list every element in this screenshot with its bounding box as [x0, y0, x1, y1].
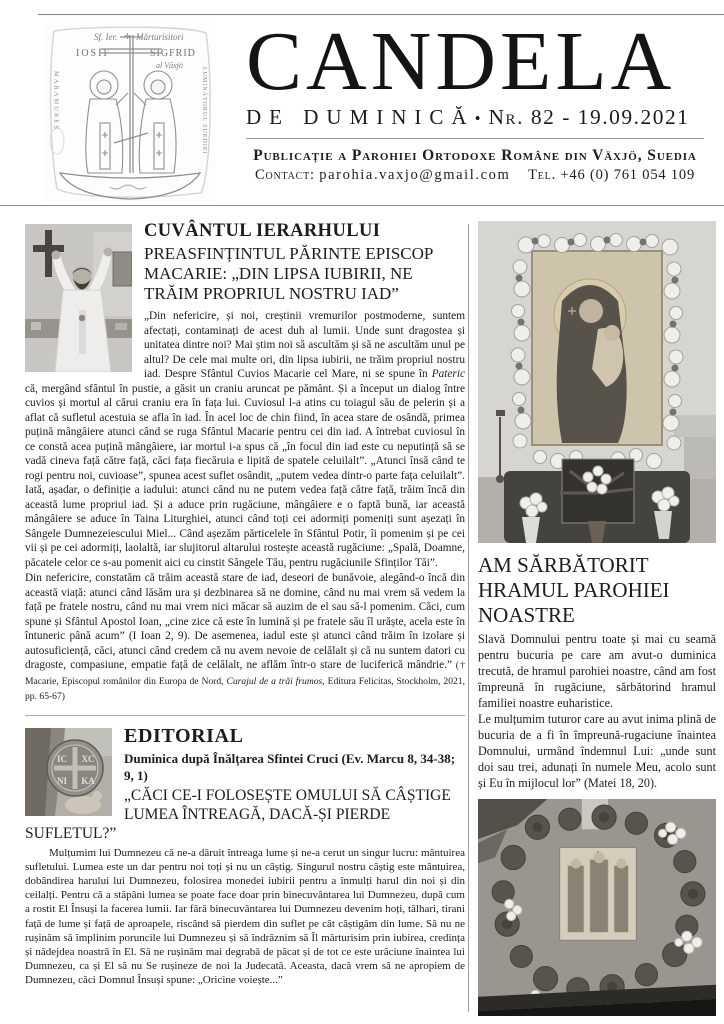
article1-citation-italic: Curajul de a trăi frumos: [226, 675, 323, 687]
hram-paragraph-1: Slavă Domnului pentru toate și mai cu seamă pentru bucuria pe care am avut-o duminica trecută, de hramul parohiei noastre, când am fost împreună în rugăciune, sărbătorind hramul familiei noastre euharistice.: [478, 632, 716, 710]
editorial-body: Mulțumim lui Dumnezeu că ne-a dăruit întreaga lume și ne-a cerut un singur lucru: mântuirea sufletului. Lumea este un dar pentru noi toți și nu un câștig. Singurul nostru câștig este mântuirea, dobândirea harului lui Dumnezeu, folosirea monedei iubirii pentru a înmulți harul din noi și din ceilalți. Pentru că a stăpâni lumea se poate face doar prin binecuvântarea lui Dumnezeu, după cum a rostit El Însuși la facerea lumii. Iar fără binecuvântarea lui Dumnezeu devenim hoți, tâlhari, tirani față de lume și față de aproapele, riscând să pierdem din suflet pe cât câștigăm din lume. Să nu ne rușinăm să împlinim poruncile lui Dumnezeu și să îndrăznim să Îl mărturisim prin iubirea, credința și nădejdea noastră în El. Să ne rușinăm mai degrabă de păcat și de tot ce este urâciune înaintea lui Dumnezeu, ca și El să nu Se rușineze de noi la Judecată. Aceasta, dacă vrem să ne apropiem de Dumnezeu, căci Domnul Însuși spune: „Oricine voiește...”: [25, 846, 465, 987]
logo-name-sigfrid: SIGFRID: [150, 48, 196, 59]
article1-p1-italic: Pateric: [431, 368, 465, 380]
article1-citation-a: († Macarie, Episcopul românilor din Europa de Nord,: [25, 660, 465, 687]
masthead-rule: [246, 138, 704, 139]
contact-line: [246, 167, 704, 184]
article1-p1-text-b: că, mergând sfântul în pustie, a găsit un craniu aruncat pe pământ. Și a început un dialog între cuvios și mortul al cărui craniu era în fața lui. Cuviosul l-a atins cu toiagul său de pelerin și a aflat că sufletul acestuia se afla în iad. În acel loc de chin fiind, în acea stare de osândă, primea puțină mângâiere atunci când se ruga Sfântul Macarie pentru cei din iad. A întrebat cuviosul în ce constă acea puțină mângâiere, iar mortul i-a spus că „în focul din iad este cu neputință să se vadă cineva față către față, căci fața fiecăruia e lipită de spatele celuilalt”. „Atunci însă când te rogi pentru noi, cuvioase”, spunea acest suflet osândit, „putem vedea dintr-o parte fața celuilalt”. Iată, așadar, o definiție a iadului: atunci când nu ne putem vedea față către față, trăim încă din această lume propriul iad. Și a aduce prin rugăciune, mângâiere e o faptă bună, iar această mângâiere se aduce în Taina Liturghiei, atunci când toți cei adormiți pomeniți sunt așezați în Sângele Dumnezeiescului Miel... Când așezăm părticelele în Sfântul Potir, îi pomenim și pe cei vii și pe cei adormiți, laolaltă, iar slujitorul altarului rostește această rugăciune: „Spală, Doamne, păcatele celor ce s-au pomenit aici cu cinstit Sângele Tău, pentru rugăciunile Sfinților Tăi”.: [25, 382, 465, 569]
editorial-subtitle: Duminica după Înălțarea Sfintei Cruci (Ev. Marcu 8, 34-38; 9, 1): [124, 750, 456, 783]
hram-title: AM SĂRBĂTORIT HRAMUL PAROHIEI NOASTRE: [478, 553, 670, 627]
seal-ic-xc-ni-ka-image: [25, 728, 112, 816]
masthead: [44, 15, 704, 203]
theotokos-icon-image: [478, 221, 716, 543]
hram-paragraph-2: Le mulțumim tuturor care au avut inima plină de bucuria de a fi în împreună-rugaciune înaintea Domnului, urmând îndemnul Lui: „unde sunt doi sau trei, adunați în numele Meu, acolo sunt și Eu în mijlocul lor” (Matei 18, 20).: [478, 712, 716, 790]
phone-number: +46 (0) 761 054 109: [560, 167, 695, 183]
article1-p1-text-a: „Din nefericire, și noi, creștinii vremurilor postmoderne, suntem afectați, contaminați de acest duh al lumii. Unde sunt dragostea și unitatea dintre noi? Mai știm noi să ascultăm și să ne ascultăm unul pe altul? De cele mai multe ori, din lipsa iubirii, ne trăim propriul nostru iad. Despre Sfântul Cuvios Macarie cel Mare, ni se spune în: [144, 310, 465, 380]
seal-letters-ka: KA: [81, 775, 95, 786]
flower-wreath-image: [478, 799, 716, 1016]
phone-label: Tel.: [528, 167, 557, 183]
parish-logo-drawing: [44, 23, 216, 201]
small-cross-glyph: ✛: [124, 32, 131, 41]
theotokos-icon-photo: [478, 221, 716, 543]
logo-side-right-text: LUMINĂTORUL SUEDIEI: [201, 67, 207, 155]
seal-letters-xc: XC: [81, 753, 95, 764]
left-column: [25, 221, 465, 988]
right-column: [478, 221, 716, 1016]
edition-label: DE DUMINICĂ: [246, 105, 475, 129]
article1-p2-text: Din nefericire, constatăm că trăim această stare de iad, deseori de bunăvoie, alegând-o încă din această viață: atunci când lăsăm ura și dezbinarea să ne domine, când nu mai vrem să vedem la față pe fratele nostru, când nu mai vrem nici măcar să auzim de el sau să-l pomenim. Căci, cum spune și Sfântul Apostol Ioan, „cine zice că este în lumină și pe fratele său îl urăște, acela este în întuneric până acum” (I Ioan 2, 9). De asemenea, iadul este și atunci când trăim în izolare și autosuficiență, căci, atunci când credem că nu avem nevoie de celălalt și că nu suntem datori cu dragoste, compasiune, empatie față de celălalt, ne aflăm într-o stare de luciferică mândrie.”: [25, 572, 465, 671]
contact-email: parohia.vaxjo@gmail.com: [319, 167, 511, 183]
logo-caption-marturisitori: Mărturisitori: [136, 32, 184, 42]
header-bottom-rule: [0, 205, 724, 206]
article1-paragraph-2: [25, 571, 465, 705]
publication-line: Publicație a Parohiei Ortodoxe Române din Växjö, Suedia: [253, 147, 697, 164]
editorial-kicker: EDITORIAL: [124, 724, 244, 747]
article1-citation-b: , Editura Felicitas, Stockholm, 2021, pp. 65-67): [25, 675, 465, 702]
article1-title: PREASFINȚINTUL PĂRINTE EPISCOP MACARIE: „DIN LIPSA IUBIRII, NE TRĂIM PROPRIUL NOSTRU IAD”: [144, 244, 433, 303]
saints-iosif-sigfrid-sketch: [44, 23, 216, 201]
column-divider-rule: [468, 224, 469, 1012]
masthead-text-block: [246, 15, 704, 203]
article1-kicker: CUVÂNTUL IERARHULUI: [144, 221, 381, 241]
section-divider: [25, 715, 465, 716]
flower-wreath-icon-photo: [478, 799, 716, 1016]
contact-label: Contact:: [254, 167, 315, 183]
article-word-of-hierarch: [25, 221, 465, 705]
logo-side-left-text: MARAMUREȘ: [52, 71, 60, 131]
editorial-section: [25, 725, 465, 988]
bishop-macarie-photo: [25, 224, 132, 372]
seal-letters-ic: IC: [56, 753, 68, 764]
seal-letters-ni: NI: [56, 775, 68, 786]
bullet-separator: •: [474, 109, 481, 128]
newsletter-title: CANDELA: [246, 15, 676, 108]
logo-caption-sf-ier: Sf. Ier.: [94, 32, 118, 42]
bishop-photo-image: [25, 224, 132, 372]
prosphora-seal-photo: [25, 728, 112, 816]
edition-line: [246, 105, 704, 130]
editorial-quote: „CĂCI CE-I FOLOSEȘTE OMULUI SĂ CÂȘTIGE LUMEA ÎNTREAGĂ, DACĂ-ȘI PIERDE SUFLETUL?”: [25, 786, 451, 842]
logo-name-iosif: IOSIF: [76, 48, 112, 59]
logo-caption-vaxjo: al Văxjö: [156, 61, 183, 70]
issue-number: Nr. 82 - 19.09.2021: [488, 105, 690, 129]
